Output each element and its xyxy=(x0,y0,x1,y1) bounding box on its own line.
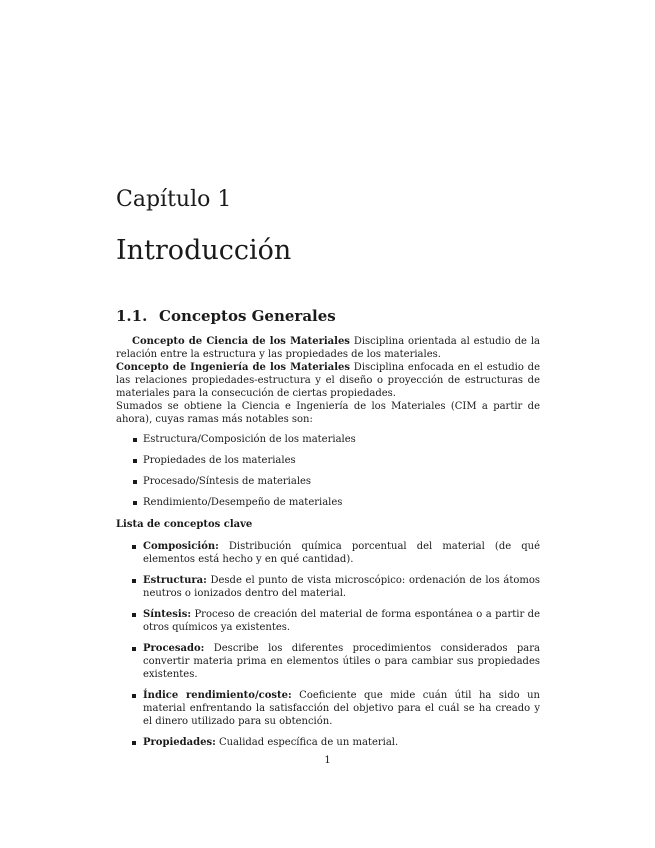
concept-definition: Cualidad específica de un material. xyxy=(215,737,399,748)
section-heading xyxy=(116,306,336,326)
concept-term: Propiedades: xyxy=(143,737,216,748)
term-ingenieria: Concepto de Ingeniería de los Materiales xyxy=(116,362,351,373)
concept-term: Procesado: xyxy=(143,643,205,654)
paragraph-cim: Sumados se obtiene la Ciencia e Ingeniería de los Materiales (CIM a partir de ahora), cuyas ramas más notables son: xyxy=(116,401,540,425)
list-item xyxy=(116,689,540,728)
list-item xyxy=(116,574,540,600)
concept-definition: Desde el punto de vista microscópico: ordenación de los átomos neutros o ionizados dentro del material. xyxy=(143,575,540,599)
concept-term: Estructura: xyxy=(143,575,207,586)
list-item xyxy=(116,608,540,634)
paragraph-ingenieria xyxy=(116,361,540,400)
section-body xyxy=(116,335,540,426)
list-item: Procesado/Síntesis de materiales xyxy=(116,475,540,496)
list-item xyxy=(116,736,540,749)
concept-definition: Distribución química porcentual del material (de qué elementos está hecho y en qué cantidad). xyxy=(143,541,540,565)
concept-definition: Describe los diferentes procedimientos considerados para convertir materia prima en elementos útiles o para cambiar sus propiedades existentes. xyxy=(143,643,540,680)
list-item: Propiedades de los materiales xyxy=(116,454,540,475)
term-ciencia: Concepto de Ciencia de los Materiales xyxy=(132,336,350,347)
chapter-title: Introducción xyxy=(116,235,292,266)
definition-ciencia: Disciplina orientada al estudio de la relación entre la estructura y las propiedades de los materiales. xyxy=(116,336,541,360)
branches-list xyxy=(116,433,540,517)
list-item: Rendimiento/Desempeño de materiales xyxy=(116,496,540,517)
concept-definition: Coeficiente que mide cuán útil ha sido un material enfrentando la satisfacción del objetivo para el cuál se ha creado y el dinero utilizado para su obtención. xyxy=(143,690,540,727)
paragraph-ciencia xyxy=(116,335,540,361)
key-concepts-heading: Lista de conceptos clave xyxy=(116,519,253,530)
concept-term: Síntesis: xyxy=(143,609,192,620)
concept-definition: Proceso de creación del material de forma espontánea o a partir de otros químicos ya existentes. xyxy=(143,609,540,633)
list-item: Estructura/Composición de los materiales xyxy=(116,433,540,454)
key-concepts-list xyxy=(116,540,540,757)
list-item xyxy=(116,540,540,566)
section-number: 1.1. xyxy=(116,307,148,325)
concept-term: Índice rendimiento/coste: xyxy=(143,690,292,701)
chapter-label: Capítulo 1 xyxy=(116,187,232,212)
section-title: Conceptos Generales xyxy=(159,307,336,325)
list-item xyxy=(116,642,540,681)
definition-ingenieria: Disciplina enfocada en el estudio de las relaciones propiedades-estructura y el diseño o proyección de estructuras de materiales para la consecución de ciertas propiedades. xyxy=(116,362,540,399)
concept-term: Composición: xyxy=(143,541,219,552)
page-number: 1 xyxy=(324,755,331,766)
